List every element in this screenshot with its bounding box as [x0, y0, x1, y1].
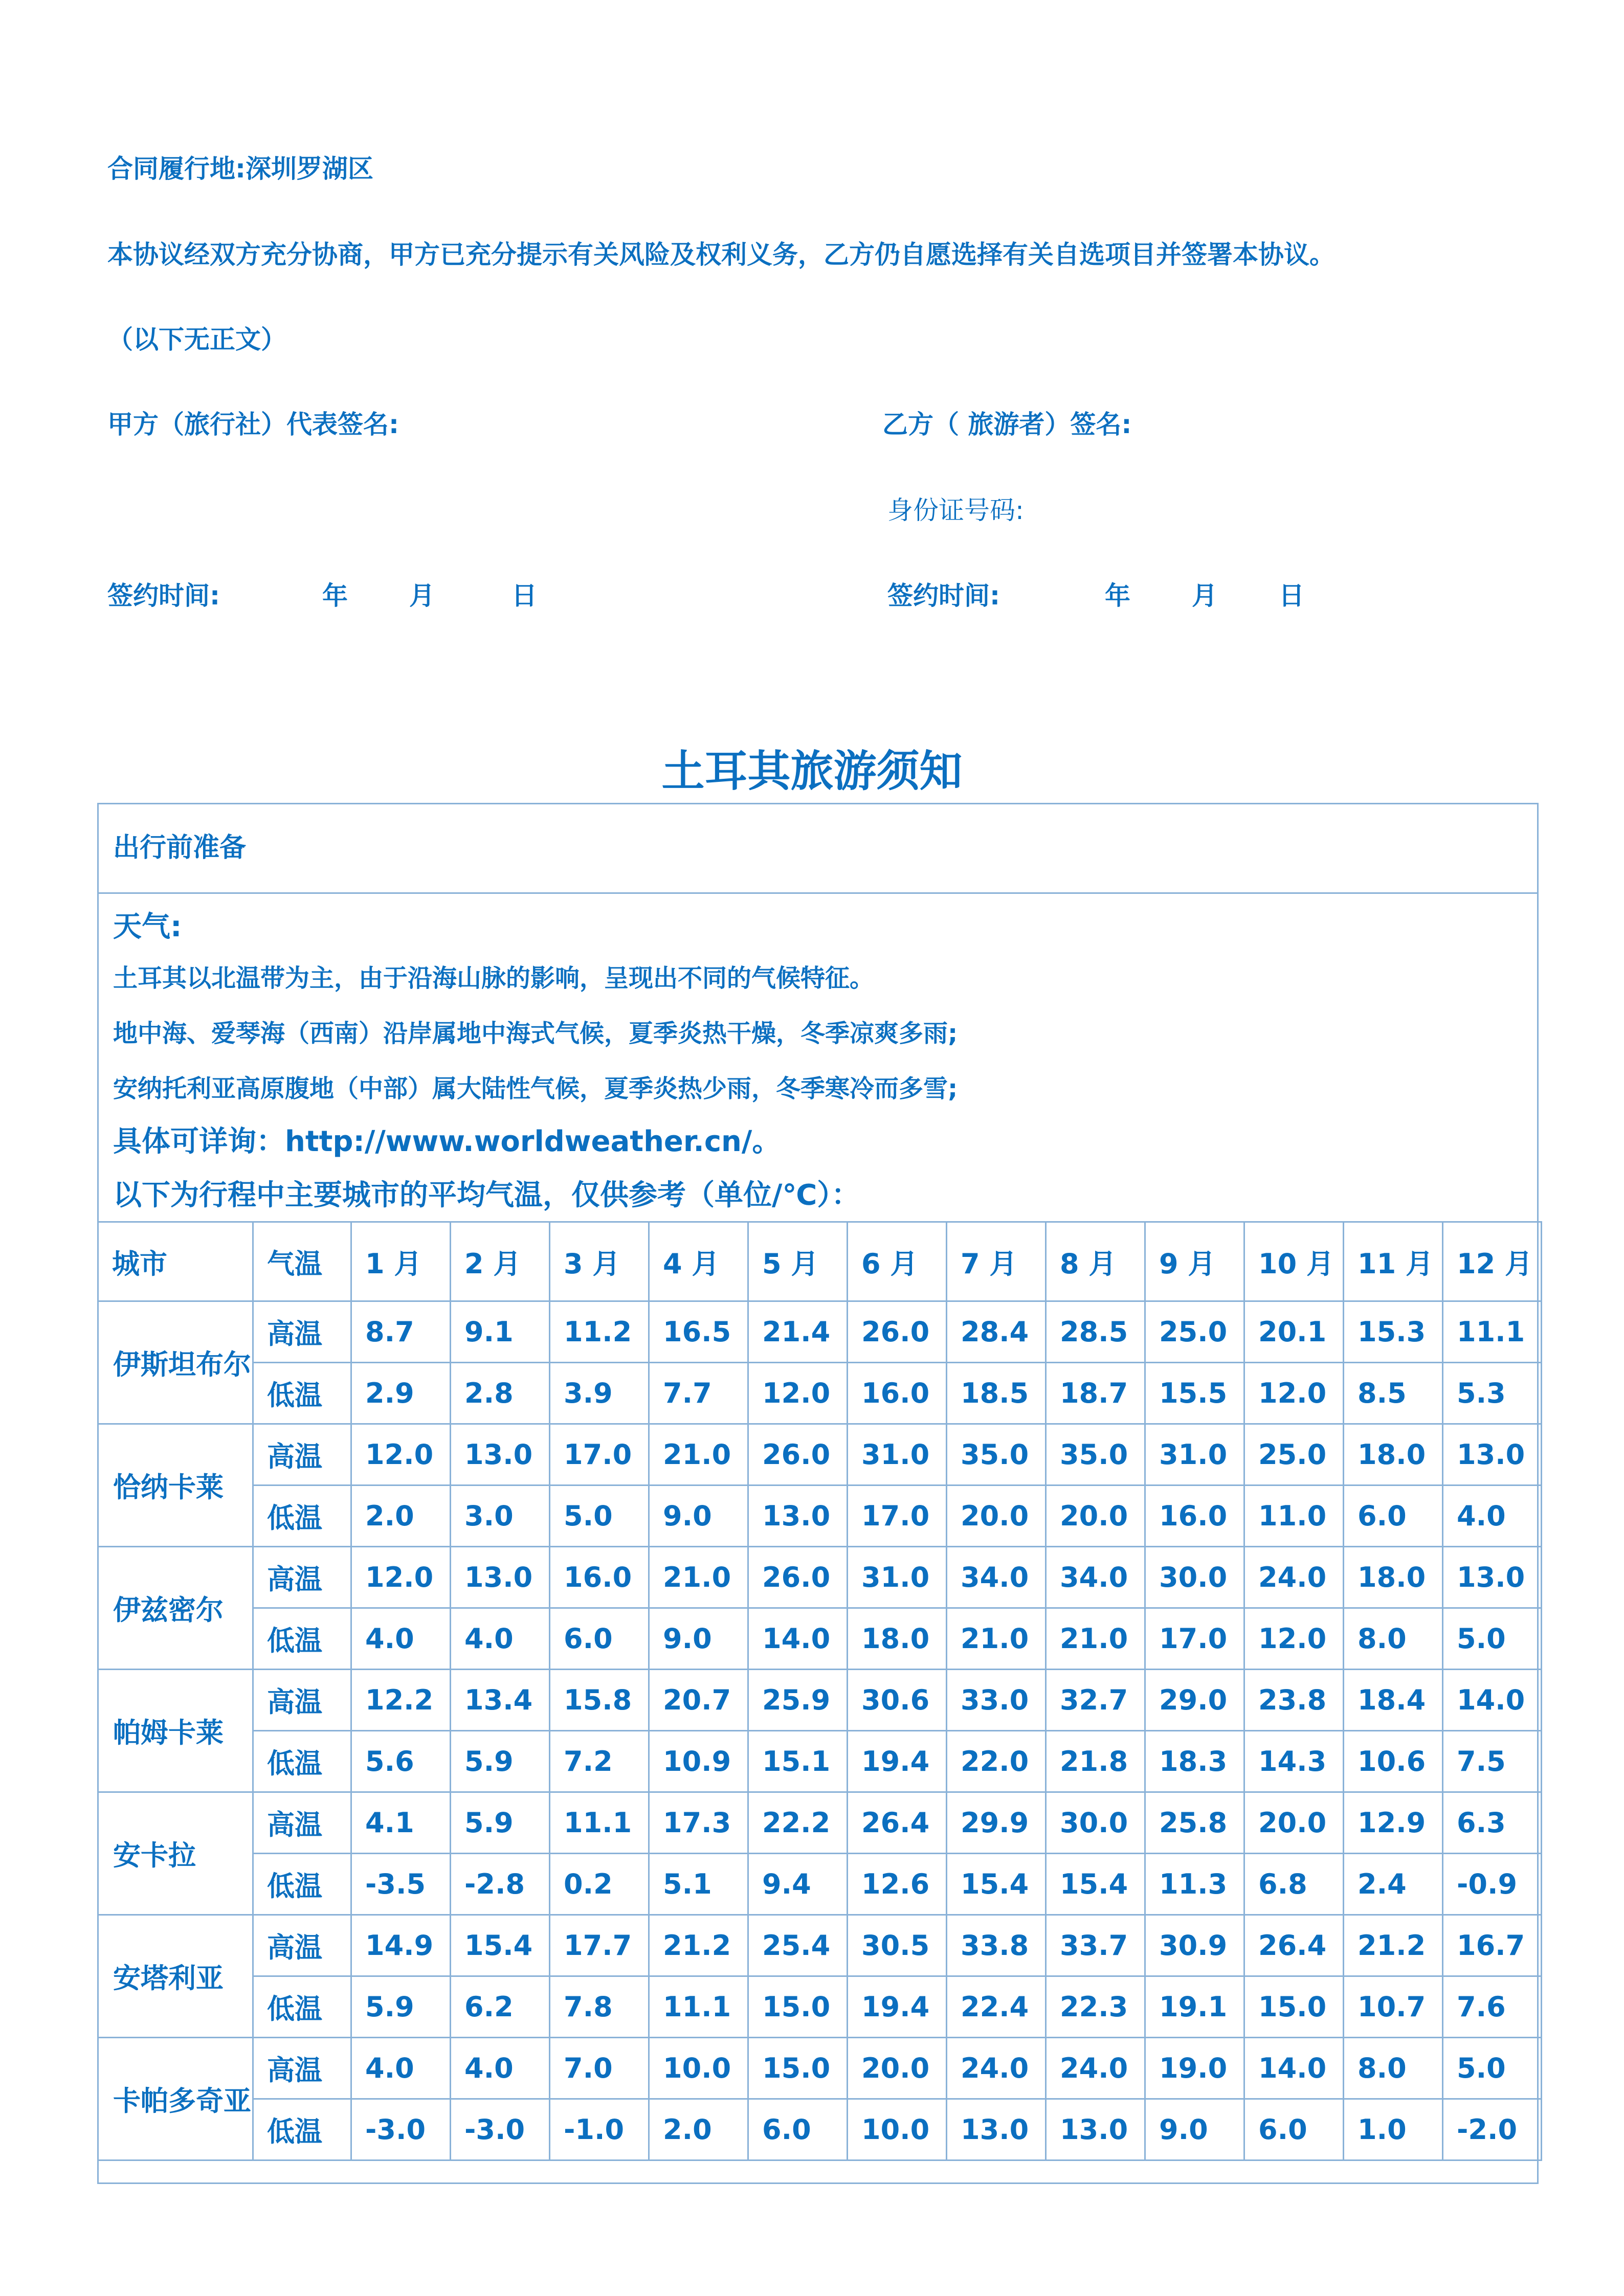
- column-header: 城市: [98, 1222, 253, 1301]
- party-b-signature-label: 乙方（ 旅游者）签名:: [882, 410, 1132, 439]
- temp-cell: 3.9: [550, 1363, 649, 1424]
- temp-cell: 12.2: [351, 1670, 451, 1731]
- temp-cell: 10.0: [848, 2099, 947, 2160]
- party-a-month-label: 月: [409, 581, 435, 611]
- temp-cell: 31.0: [1145, 1424, 1244, 1485]
- temp-cell: 9.4: [748, 1854, 848, 1915]
- temp-cell: 8.5: [1344, 1363, 1443, 1424]
- temp-cell: 16.0: [550, 1547, 649, 1608]
- temp-cell: 2.8: [451, 1363, 550, 1424]
- party-a-signature-label: 甲方（旅行社）代表签名:: [107, 410, 399, 439]
- party-b-sign-time-label: 签约时间:: [887, 581, 1000, 611]
- temp-cell: 6.0: [1344, 1485, 1443, 1547]
- party-a-day-label: 日: [511, 581, 537, 611]
- temp-cell: -0.9: [1443, 1854, 1542, 1915]
- party-b-year-label: 年: [1105, 581, 1130, 611]
- city-name: 伊斯坦布尔: [98, 1301, 253, 1424]
- temp-cell: 18.0: [1344, 1547, 1443, 1608]
- column-header: 11 月: [1344, 1222, 1443, 1301]
- party-b-day-label: 日: [1279, 581, 1304, 611]
- temp-cell: 5.9: [351, 1976, 451, 2038]
- high-temp-label: 高温: [253, 1301, 351, 1363]
- column-header: 7 月: [947, 1222, 1046, 1301]
- temp-cell: 5.0: [550, 1485, 649, 1547]
- temp-cell: 4.0: [351, 2038, 451, 2099]
- low-temp-label: 低温: [253, 1485, 351, 1547]
- temp-cell: 12.9: [1344, 1792, 1443, 1854]
- temp-cell: 4.0: [451, 2038, 550, 2099]
- temp-cell: 31.0: [848, 1547, 947, 1608]
- temp-cell: 20.0: [947, 1485, 1046, 1547]
- temp-cell: 6.8: [1244, 1854, 1344, 1915]
- weather-heading: 天气:: [113, 910, 182, 943]
- temp-cell: 13.4: [451, 1670, 550, 1731]
- temp-cell: 25.0: [1244, 1424, 1344, 1485]
- notice-box: [97, 803, 1539, 2184]
- column-header: 气温: [253, 1222, 351, 1301]
- temp-cell: 17.3: [649, 1792, 748, 1854]
- weather-line: 安纳托利亚高原腹地（中部）属大陆性气候，夏季炎热少雨，冬季寒冷而多雪;: [113, 1074, 958, 1103]
- temp-cell: 4.1: [351, 1792, 451, 1854]
- temp-cell: 15.1: [748, 1731, 848, 1792]
- temp-cell: 18.7: [1046, 1363, 1145, 1424]
- temp-cell: 1.0: [1344, 2099, 1443, 2160]
- high-temp-label: 高温: [253, 1915, 351, 1976]
- temp-cell: 13.0: [1443, 1547, 1542, 1608]
- weather-detail-link: 具体可详询：http://www.worldweather.cn/。: [113, 1125, 781, 1158]
- temp-cell: 13.0: [1443, 1424, 1542, 1485]
- temp-cell: 18.0: [1344, 1424, 1443, 1485]
- column-header: 2 月: [451, 1222, 550, 1301]
- temp-cell: 9.0: [1145, 2099, 1244, 2160]
- party-a-sign-time-label: 签约时间:: [107, 581, 220, 611]
- temp-cell: 2.4: [1344, 1854, 1443, 1915]
- temp-cell: 12.0: [1244, 1363, 1344, 1424]
- temp-cell: 6.3: [1443, 1792, 1542, 1854]
- temp-cell: 10.0: [649, 2038, 748, 2099]
- table-intro: 以下为行程中主要城市的平均气温，仅供参考（单位/℃）：: [113, 1179, 860, 1212]
- temp-cell: 13.0: [1046, 2099, 1145, 2160]
- temp-cell: 16.7: [1443, 1915, 1542, 1976]
- temp-cell: -1.0: [550, 2099, 649, 2160]
- column-header: 5 月: [748, 1222, 848, 1301]
- column-header: 1 月: [351, 1222, 451, 1301]
- temp-cell: 5.9: [451, 1792, 550, 1854]
- temp-cell: 13.0: [451, 1547, 550, 1608]
- temp-cell: 20.0: [1046, 1485, 1145, 1547]
- temp-cell: 6.2: [451, 1976, 550, 2038]
- temp-cell: 3.0: [451, 1485, 550, 1547]
- temp-cell: 12.0: [351, 1424, 451, 1485]
- temp-cell: 21.2: [1344, 1915, 1443, 1976]
- table-row-high: [98, 1915, 1542, 1976]
- table-row-high: [98, 1424, 1542, 1485]
- temp-cell: 29.0: [1145, 1670, 1244, 1731]
- temp-cell: -3.5: [351, 1854, 451, 1915]
- temp-cell: 4.0: [451, 1608, 550, 1670]
- column-header: 9 月: [1145, 1222, 1244, 1301]
- column-header: 8 月: [1046, 1222, 1145, 1301]
- temp-cell: 14.0: [1443, 1670, 1542, 1731]
- temp-cell: 22.3: [1046, 1976, 1145, 2038]
- temp-cell: 21.0: [947, 1608, 1046, 1670]
- high-temp-label: 高温: [253, 1547, 351, 1608]
- temp-cell: 5.6: [351, 1731, 451, 1792]
- table-row-high: [98, 1670, 1542, 1731]
- temp-cell: 5.9: [451, 1731, 550, 1792]
- temp-cell: 26.0: [748, 1424, 848, 1485]
- temp-cell: 21.2: [649, 1915, 748, 1976]
- temp-cell: 11.1: [649, 1976, 748, 2038]
- table-row-low: [98, 1976, 1542, 2038]
- table-row-low: [98, 2099, 1542, 2160]
- temp-cell: 26.0: [848, 1301, 947, 1363]
- temp-cell: 17.7: [550, 1915, 649, 1976]
- high-temp-label: 高温: [253, 1792, 351, 1854]
- temp-cell: -2.8: [451, 1854, 550, 1915]
- temp-cell: 19.4: [848, 1731, 947, 1792]
- temp-cell: 24.0: [1244, 1547, 1344, 1608]
- temp-cell: 7.8: [550, 1976, 649, 2038]
- temp-cell: 30.0: [1145, 1547, 1244, 1608]
- temp-cell: 16.0: [1145, 1485, 1244, 1547]
- temp-cell: 19.1: [1145, 1976, 1244, 2038]
- table-row-low: [98, 1731, 1542, 1792]
- temp-cell: 35.0: [947, 1424, 1046, 1485]
- contract-place: 合同履行地:深圳罗湖区: [107, 154, 373, 184]
- low-temp-label: 低温: [253, 1363, 351, 1424]
- city-name: 伊兹密尔: [98, 1547, 253, 1670]
- temp-cell: 20.1: [1244, 1301, 1344, 1363]
- temp-cell: 33.0: [947, 1670, 1046, 1731]
- temp-cell: 2.9: [351, 1363, 451, 1424]
- temp-cell: 34.0: [1046, 1547, 1145, 1608]
- table-row-high: [98, 1792, 1542, 1854]
- temp-cell: 12.6: [848, 1854, 947, 1915]
- temp-cell: 22.0: [947, 1731, 1046, 1792]
- temp-cell: 33.7: [1046, 1915, 1145, 1976]
- weather-line: 土耳其以北温带为主，由于沿海山脉的影响，呈现出不同的气候特征。: [113, 964, 875, 993]
- temp-cell: 13.0: [947, 2099, 1046, 2160]
- id-number-label: 身份证号码:: [887, 496, 1024, 525]
- temp-cell: 19.0: [1145, 2038, 1244, 2099]
- temp-cell: 7.6: [1443, 1976, 1542, 2038]
- temp-cell: 5.0: [1443, 2038, 1542, 2099]
- temp-cell: 5.1: [649, 1854, 748, 1915]
- temp-cell: 18.0: [848, 1608, 947, 1670]
- weather-line: 地中海、爱琴海（西南）沿岸属地中海式气候，夏季炎热干燥，冬季凉爽多雨;: [113, 1019, 958, 1048]
- temp-cell: 7.7: [649, 1363, 748, 1424]
- temp-cell: 23.8: [1244, 1670, 1344, 1731]
- column-header: 6 月: [848, 1222, 947, 1301]
- temp-cell: 25.4: [748, 1915, 848, 1976]
- temp-cell: 10.9: [649, 1731, 748, 1792]
- temp-cell: 35.0: [1046, 1424, 1145, 1485]
- party-a-year-label: 年: [322, 581, 348, 611]
- temp-cell: -2.0: [1443, 2099, 1542, 2160]
- temp-cell: 4.0: [351, 1608, 451, 1670]
- temp-cell: 10.7: [1344, 1976, 1443, 2038]
- city-name: 安卡拉: [98, 1792, 253, 1915]
- temp-cell: 31.0: [848, 1424, 947, 1485]
- table-row-low: [98, 1854, 1542, 1915]
- temp-cell: 9.1: [451, 1301, 550, 1363]
- temp-cell: 16.5: [649, 1301, 748, 1363]
- temp-cell: 8.0: [1344, 1608, 1443, 1670]
- temp-cell: 8.7: [351, 1301, 451, 1363]
- city-name: 恰纳卡莱: [98, 1424, 253, 1547]
- temp-cell: 24.0: [1046, 2038, 1145, 2099]
- temp-cell: 12.0: [351, 1547, 451, 1608]
- high-temp-label: 高温: [253, 1670, 351, 1731]
- temp-cell: 2.0: [649, 2099, 748, 2160]
- table-header-row: [98, 1222, 1542, 1301]
- temp-cell: 15.4: [1046, 1854, 1145, 1915]
- temp-cell: 11.1: [550, 1792, 649, 1854]
- table-row-low: [98, 1485, 1542, 1547]
- temp-cell: 19.4: [848, 1976, 947, 2038]
- temp-cell: 21.0: [1046, 1608, 1145, 1670]
- temp-cell: 30.0: [1046, 1792, 1145, 1854]
- temp-cell: 17.0: [550, 1424, 649, 1485]
- temp-cell: 14.0: [1244, 2038, 1344, 2099]
- column-header: 3 月: [550, 1222, 649, 1301]
- temp-cell: 21.4: [748, 1301, 848, 1363]
- temp-cell: 5.3: [1443, 1363, 1542, 1424]
- temp-cell: 24.0: [947, 2038, 1046, 2099]
- temp-cell: 17.0: [848, 1485, 947, 1547]
- column-header: 10 月: [1244, 1222, 1344, 1301]
- temperature-table-body: [98, 1222, 1542, 2160]
- temp-cell: 7.0: [550, 2038, 649, 2099]
- temp-cell: 20.7: [649, 1670, 748, 1731]
- temp-cell: 20.0: [1244, 1792, 1344, 1854]
- temp-cell: 15.4: [451, 1915, 550, 1976]
- temp-cell: 22.2: [748, 1792, 848, 1854]
- temp-cell: 30.6: [848, 1670, 947, 1731]
- temp-cell: 7.5: [1443, 1731, 1542, 1792]
- temp-cell: 16.0: [848, 1363, 947, 1424]
- contract-statement: 本协议经双方充分协商，甲方已充分提示有关风险及权利义务，乙方仍自愿选择有关自选项目并签署本协议。: [107, 240, 1335, 269]
- temp-cell: 7.2: [550, 1731, 649, 1792]
- low-temp-label: 低温: [253, 1608, 351, 1670]
- temp-cell: 11.0: [1244, 1485, 1344, 1547]
- table-row-high: [98, 1547, 1542, 1608]
- temp-cell: 15.0: [748, 1976, 848, 2038]
- low-temp-label: 低温: [253, 1731, 351, 1792]
- temp-cell: 6.0: [748, 2099, 848, 2160]
- temp-cell: 2.0: [351, 1485, 451, 1547]
- page-title: 土耳其旅游须知: [661, 746, 963, 796]
- temp-cell: 28.4: [947, 1301, 1046, 1363]
- party-b-month-label: 月: [1192, 581, 1217, 611]
- table-row-low: [98, 1608, 1542, 1670]
- temp-cell: 21.8: [1046, 1731, 1145, 1792]
- temp-cell: 5.0: [1443, 1608, 1542, 1670]
- temp-cell: -3.0: [451, 2099, 550, 2160]
- low-temp-label: 低温: [253, 1854, 351, 1915]
- temp-cell: 21.0: [649, 1424, 748, 1485]
- temp-cell: 15.8: [550, 1670, 649, 1731]
- temp-cell: 18.5: [947, 1363, 1046, 1424]
- city-name: 卡帕多奇亚: [98, 2038, 253, 2160]
- high-temp-label: 高温: [253, 1424, 351, 1485]
- temp-cell: 32.7: [1046, 1670, 1145, 1731]
- low-temp-label: 低温: [253, 2099, 351, 2160]
- temperature-table: [97, 1221, 1542, 2161]
- temp-cell: 34.0: [947, 1547, 1046, 1608]
- temp-cell: 15.0: [748, 2038, 848, 2099]
- column-header: 4 月: [649, 1222, 748, 1301]
- temp-cell: 25.8: [1145, 1792, 1244, 1854]
- temp-cell: 12.0: [748, 1363, 848, 1424]
- section-header: [99, 804, 1537, 894]
- temp-cell: 11.1: [1443, 1301, 1542, 1363]
- column-header: 12 月: [1443, 1222, 1542, 1301]
- table-row-high: [98, 1301, 1542, 1363]
- temp-cell: 21.0: [649, 1547, 748, 1608]
- temp-cell: 10.6: [1344, 1731, 1443, 1792]
- temp-cell: 14.3: [1244, 1731, 1344, 1792]
- temp-cell: 28.5: [1046, 1301, 1145, 1363]
- temp-cell: 15.0: [1244, 1976, 1344, 2038]
- temp-cell: 22.4: [947, 1976, 1046, 2038]
- temp-cell: 33.8: [947, 1915, 1046, 1976]
- low-temp-label: 低温: [253, 1976, 351, 2038]
- temp-cell: 14.0: [748, 1608, 848, 1670]
- temp-cell: 26.4: [848, 1792, 947, 1854]
- end-note: （以下无正文）: [107, 325, 286, 354]
- table-row-low: [98, 1363, 1542, 1424]
- city-name: 安塔利亚: [98, 1915, 253, 2038]
- high-temp-label: 高温: [253, 2038, 351, 2099]
- temp-cell: 15.5: [1145, 1363, 1244, 1424]
- temp-cell: 17.0: [1145, 1608, 1244, 1670]
- temp-cell: 11.3: [1145, 1854, 1244, 1915]
- temp-cell: 13.0: [451, 1424, 550, 1485]
- temp-cell: 11.2: [550, 1301, 649, 1363]
- temp-cell: -3.0: [351, 2099, 451, 2160]
- temp-cell: 26.4: [1244, 1915, 1344, 1976]
- temp-cell: 8.0: [1344, 2038, 1443, 2099]
- temp-cell: 20.0: [848, 2038, 947, 2099]
- temp-cell: 13.0: [748, 1485, 848, 1547]
- table-row-high: [98, 2038, 1542, 2099]
- temp-cell: 15.3: [1344, 1301, 1443, 1363]
- temp-cell: 0.2: [550, 1854, 649, 1915]
- temp-cell: 12.0: [1244, 1608, 1344, 1670]
- temp-cell: 6.0: [1244, 2099, 1344, 2160]
- temp-cell: 18.4: [1344, 1670, 1443, 1731]
- temp-cell: 9.0: [649, 1485, 748, 1547]
- temp-cell: 4.0: [1443, 1485, 1542, 1547]
- temp-cell: 25.0: [1145, 1301, 1244, 1363]
- city-name: 帕姆卡莱: [98, 1670, 253, 1792]
- temp-cell: 9.0: [649, 1608, 748, 1670]
- temp-cell: 30.9: [1145, 1915, 1244, 1976]
- temp-cell: 30.5: [848, 1915, 947, 1976]
- section-title: 出行前准备: [113, 832, 247, 863]
- temp-cell: 29.9: [947, 1792, 1046, 1854]
- temp-cell: 6.0: [550, 1608, 649, 1670]
- temp-cell: 26.0: [748, 1547, 848, 1608]
- temp-cell: 25.9: [748, 1670, 848, 1731]
- temp-cell: 14.9: [351, 1915, 451, 1976]
- temp-cell: 18.3: [1145, 1731, 1244, 1792]
- temp-cell: 15.4: [947, 1854, 1046, 1915]
